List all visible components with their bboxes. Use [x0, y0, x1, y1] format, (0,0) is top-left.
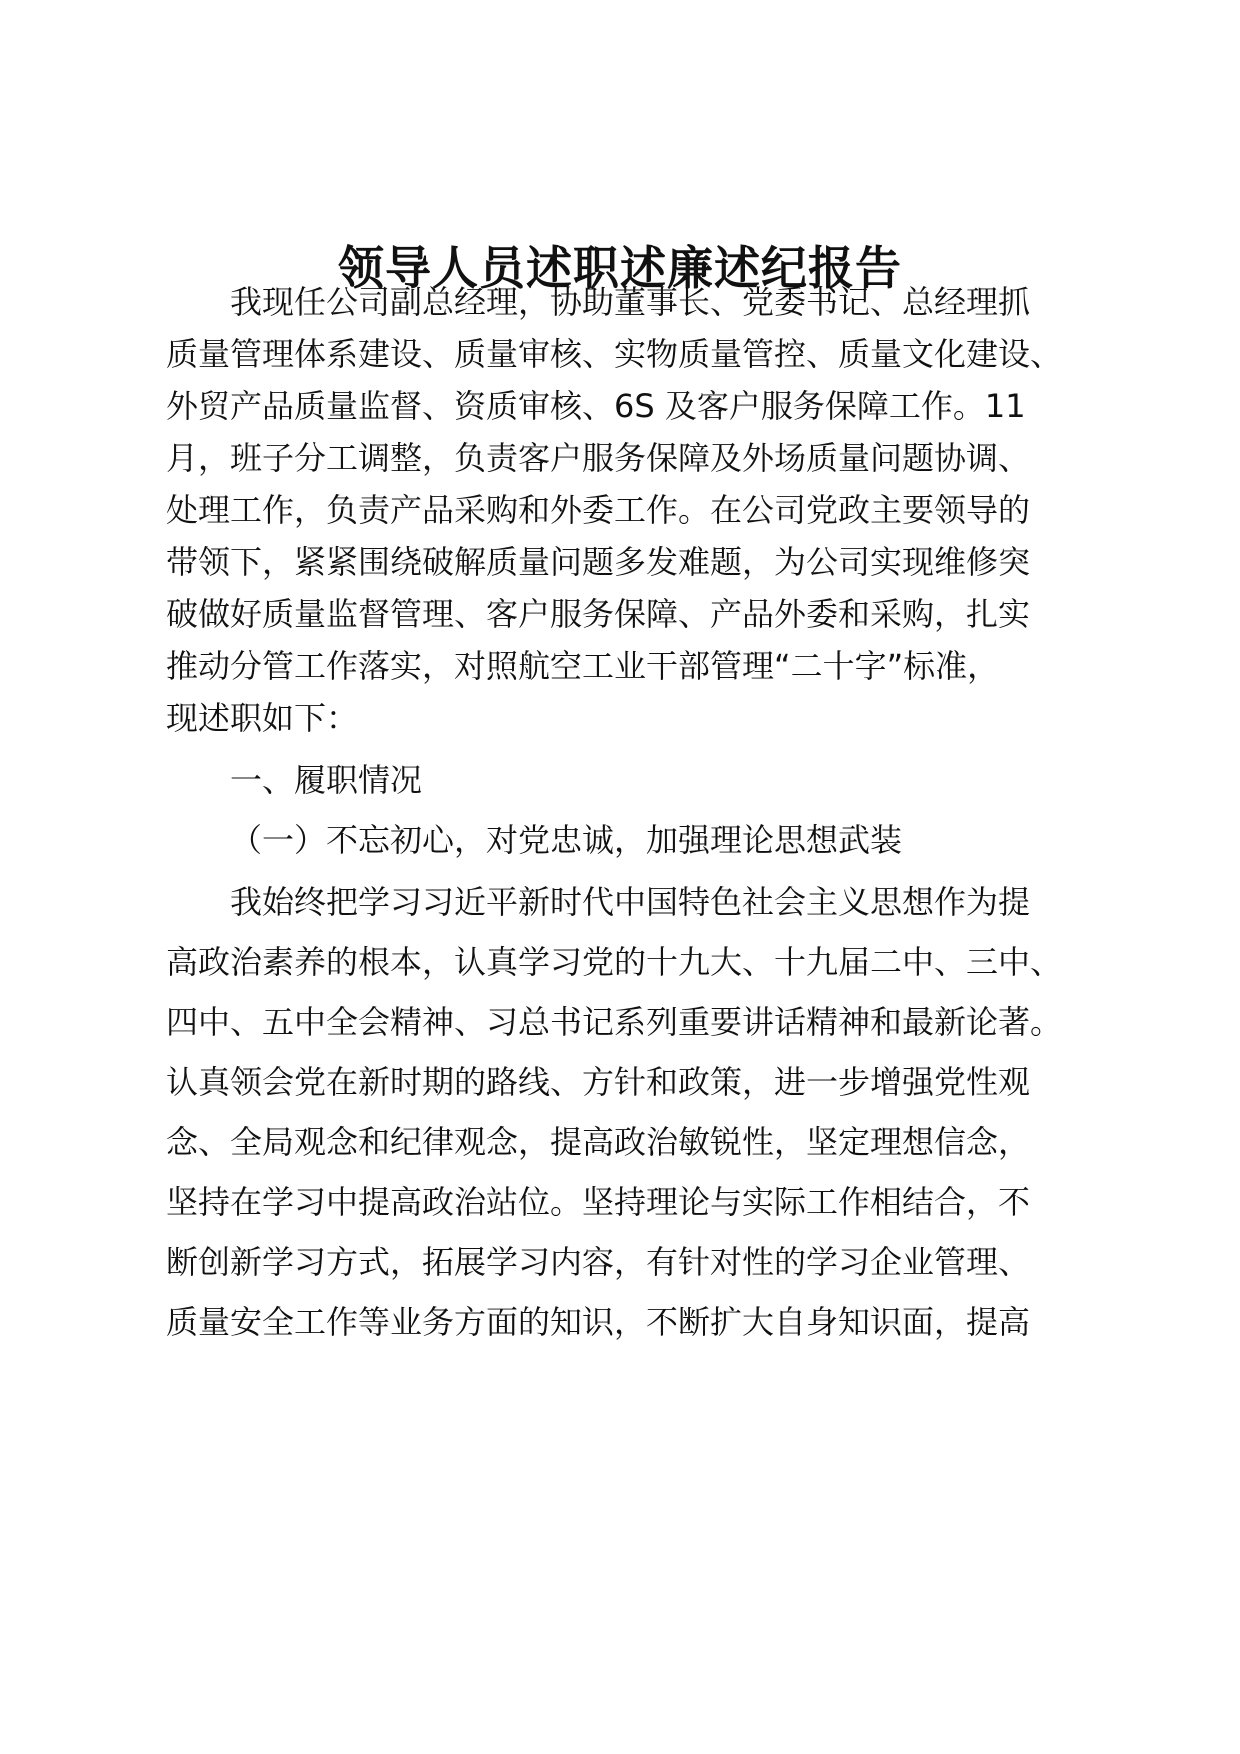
paragraph-line: 四中、五中全会精神、习总书记系列重要讲话精神和最新论著。 [166, 1003, 1063, 1041]
paragraph-line: 质量安全工作等业务方面的知识，不断扩大自身知识面，提高 [166, 1303, 1031, 1341]
subsection-heading: （一）不忘初心，对党忠诚，加强理论思想武装 [230, 821, 903, 859]
paragraph-line: 现述职如下： [166, 699, 359, 737]
section-heading: 一、履职情况 [230, 761, 423, 799]
paragraph-line: 处理工作，负责产品采购和外委工作。在公司党政主要领导的 [166, 491, 1031, 529]
paragraph-line: 我现任公司副总经理，协助董事长、党委书记、总经理抓 [230, 283, 1031, 321]
document-title: 领导人员述职述廉述纪报告 [338, 241, 902, 295]
paragraph-line: 破做好质量监督管理、客户服务保障、产品外委和采购，扎实 [166, 595, 1031, 633]
paragraph-line: 认真领会党在新时期的路线、方针和政策，进一步增强党性观 [166, 1063, 1031, 1101]
paragraph-line: 推动分管工作落实，对照航空工业干部管理“二十字”标准， [166, 647, 1000, 685]
paragraph-line: 月，班子分工调整，负责客户服务保障及外场质量问题协调、 [166, 439, 1031, 477]
paragraph-line: 带领下，紧紧围绕破解质量问题多发难题，为公司实现维修突 [166, 543, 1031, 581]
paragraph-line: 质量管理体系建设、质量审核、实物质量管控、质量文化建设、 [166, 335, 1063, 373]
paragraph-line: 念、全局观念和纪律观念，提高政治敏锐性，坚定理想信念， [166, 1123, 1031, 1161]
paragraph-line: 我始终把学习习近平新时代中国特色社会主义思想作为提 [230, 883, 1031, 921]
paragraph-line: 断创新学习方式，拓展学习内容，有针对性的学习企业管理、 [166, 1243, 1031, 1281]
paragraph-line: 外贸产品质量监督、资质审核、6S 及客户服务保障工作。11 [166, 387, 1026, 425]
paragraph-line: 高政治素养的根本，认真学习党的十九大、十九届二中、三中、 [166, 943, 1063, 981]
paragraph-line: 坚持在学习中提高政治站位。坚持理论与实际工作相结合，不 [166, 1183, 1031, 1221]
